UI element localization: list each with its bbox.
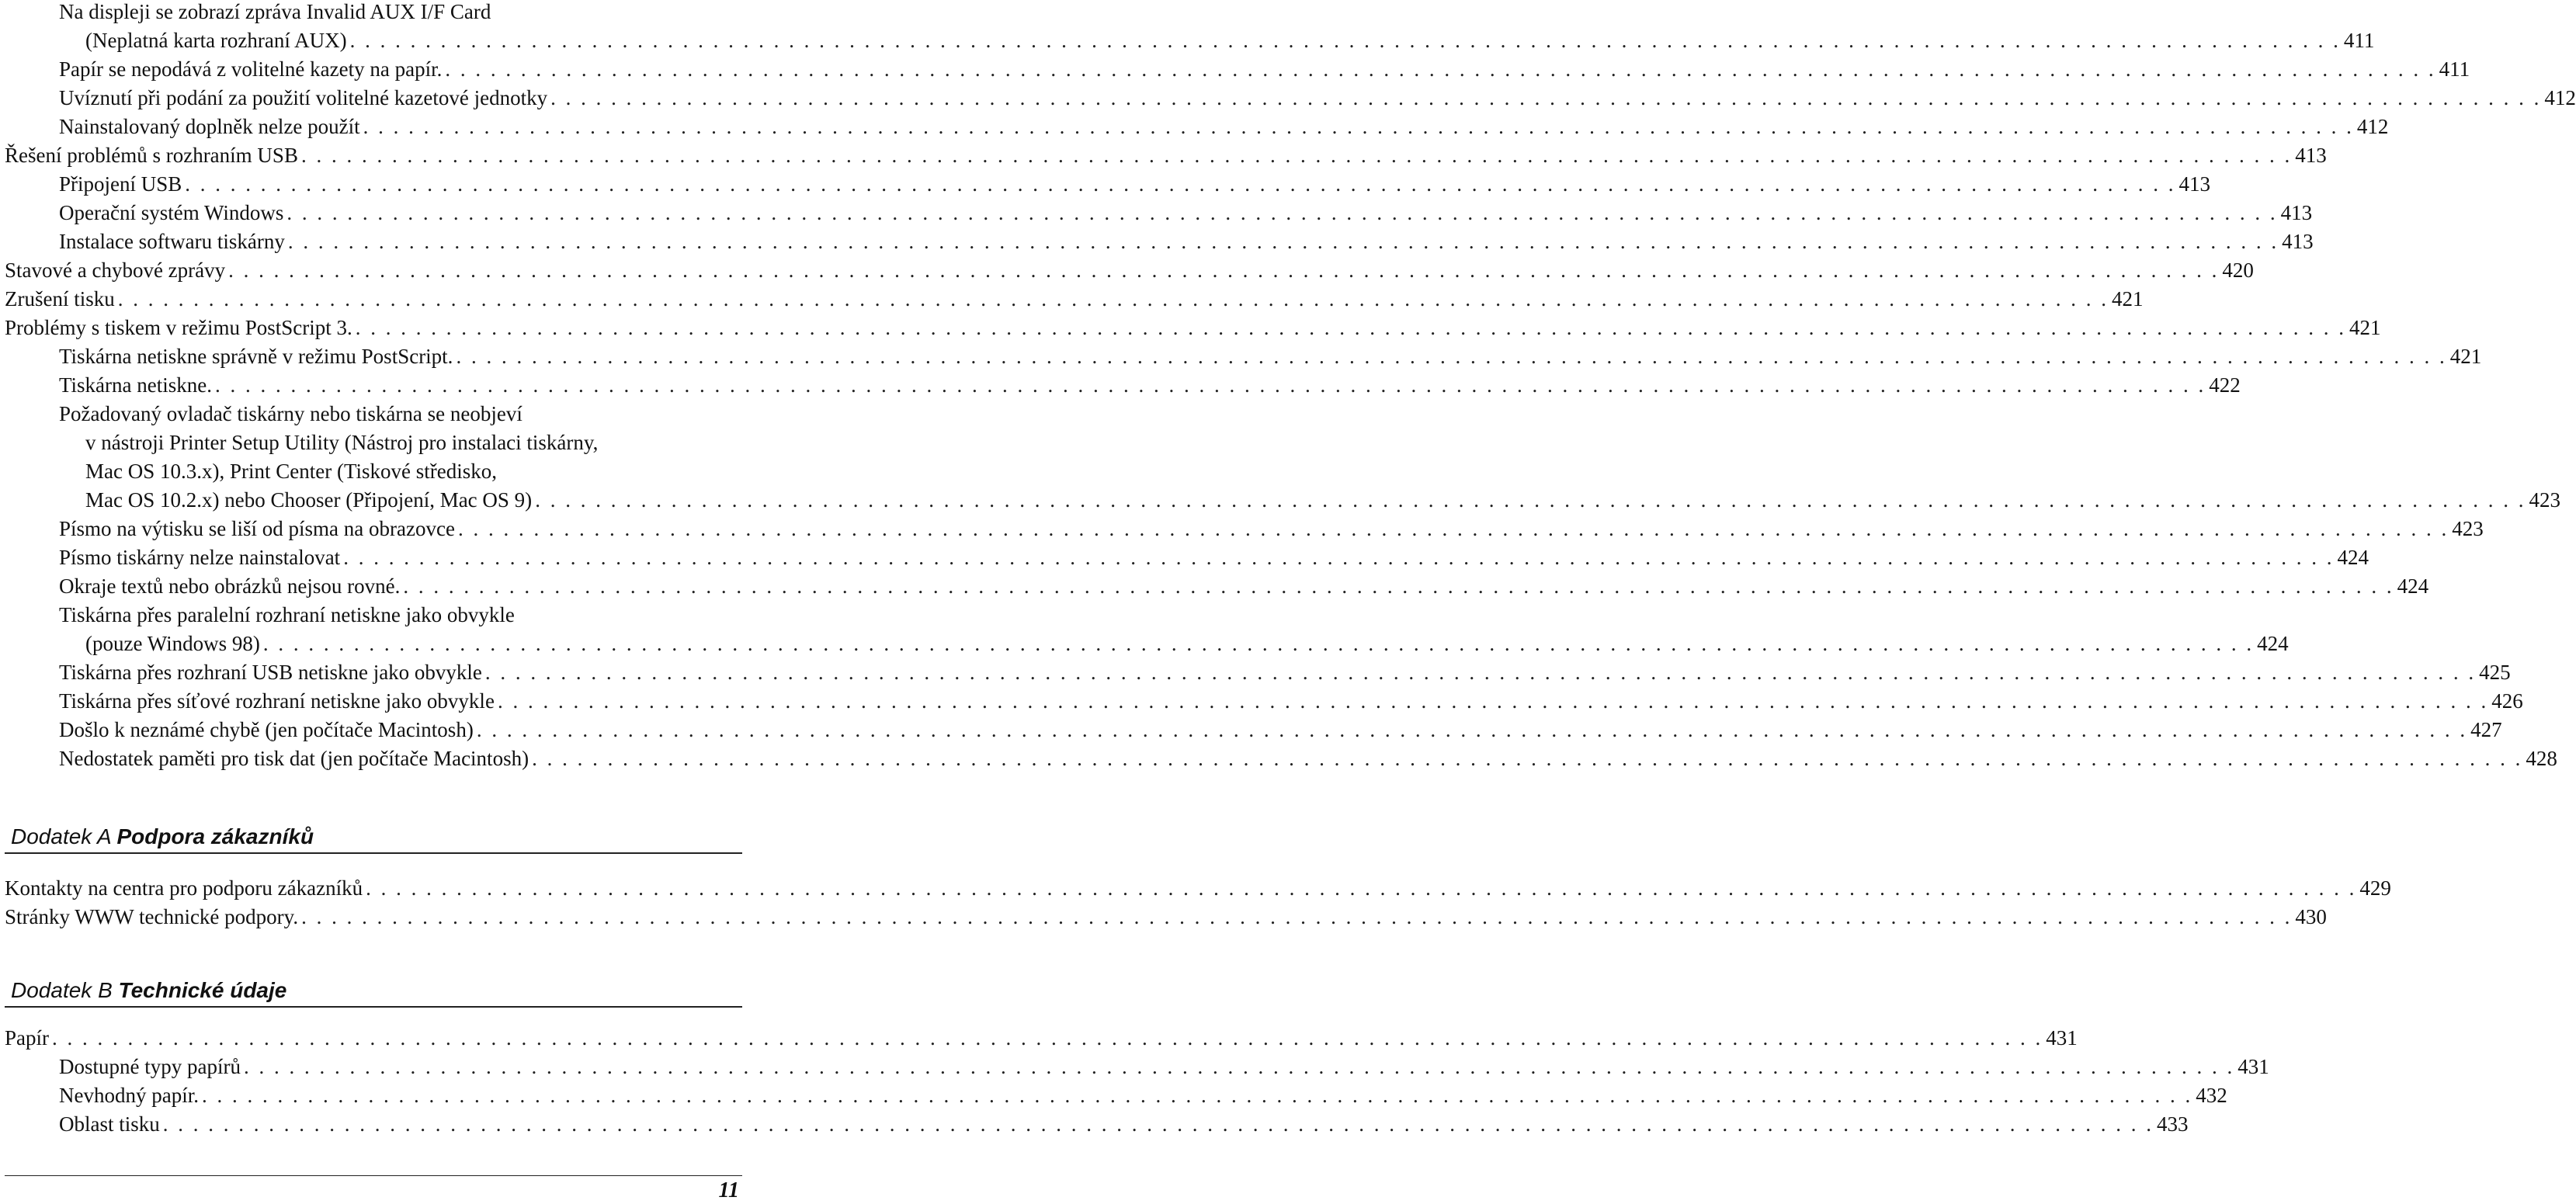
toc-entry-line	[59, 55, 2470, 84]
toc-entry-page: 423	[2529, 488, 2560, 512]
toc-entry-line	[59, 658, 2511, 687]
toc-entry-page: 433	[2157, 1112, 2189, 1136]
dot-leader	[350, 26, 2341, 55]
dot-leader	[458, 515, 2449, 543]
toc-entry-title: Tiskárna přes rozhraní USB netiskne jako obvykle	[59, 661, 482, 684]
toc-entry-line	[59, 687, 2523, 716]
toc-entry[interactable]	[5, 1024, 2078, 1053]
toc-entry-title: Uvíznutí při podání za použití volitelné kazetové jednotky	[59, 86, 548, 109]
toc-entry-title-line: v nástroji Printer Setup Utility (Nástroj pro instalaci tiskárny,	[85, 431, 599, 454]
toc-entry-title: Stránky WWW technické podpory.	[5, 905, 299, 928]
toc-entry[interactable]	[5, 285, 2144, 314]
dot-leader	[366, 874, 2356, 903]
dot-leader	[456, 342, 2446, 371]
appendix-a-label: Dodatek A	[11, 824, 111, 848]
dot-leader	[445, 55, 2435, 84]
dot-leader	[356, 314, 2346, 342]
dot-leader	[263, 630, 2254, 658]
toc-entry[interactable]	[59, 0, 2375, 55]
dot-leader	[118, 285, 2109, 314]
toc-entry[interactable]	[59, 1110, 2189, 1139]
toc-entry-page: 424	[2257, 632, 2289, 655]
dot-leader	[550, 84, 2541, 113]
toc-entry-page: 432	[2196, 1084, 2227, 1107]
toc-entry-title: Papír se nepodává z volitelné kazety na papír.	[59, 57, 443, 81]
toc-entry[interactable]	[59, 744, 2557, 773]
dot-leader	[163, 1110, 2154, 1139]
dot-leader	[477, 716, 2467, 744]
toc-entry-page: 413	[2178, 172, 2211, 196]
toc-entry[interactable]	[59, 227, 2314, 256]
appendix-b-title: Technické údaje	[118, 978, 287, 1002]
toc-entry[interactable]	[5, 903, 2327, 932]
toc-entry-page: 420	[2222, 258, 2254, 282]
toc-entry[interactable]	[59, 84, 2576, 113]
toc-entry-page: 411	[2343, 29, 2375, 52]
toc-entry-line	[5, 1024, 2078, 1053]
toc-entry-page: 424	[2337, 546, 2369, 569]
toc-entry-line	[59, 227, 2314, 256]
toc-entry-page: 413	[2280, 201, 2313, 224]
toc-entry-line	[59, 572, 2429, 601]
toc-entry-page: 421	[2349, 316, 2381, 339]
dot-leader	[535, 486, 2526, 515]
dot-leader	[301, 141, 2292, 170]
toc-entry-title: Písmo na výtisku se liší od písma na obrazovce	[59, 517, 455, 540]
toc-entry-line	[59, 1053, 2269, 1081]
toc-entry-title: Papír	[5, 1026, 49, 1050]
page-number: 11	[718, 1178, 739, 1202]
toc-entry[interactable]	[59, 572, 2429, 601]
toc-entry[interactable]	[59, 687, 2523, 716]
toc-entry-title-line: Tiskárna přes paralelní rozhraní netiskne jako obvykle	[59, 603, 515, 626]
toc-entry-title: Problémy s tiskem v režimu PostScript 3.	[5, 316, 352, 339]
toc-entry[interactable]	[5, 314, 2381, 342]
dot-leader	[286, 199, 2277, 227]
toc-entry-title: Zrušení tisku	[5, 287, 115, 311]
dot-leader	[185, 170, 2175, 199]
toc-entry-line	[59, 543, 2369, 572]
toc-entry[interactable]	[59, 342, 2482, 371]
dot-leader	[288, 227, 2279, 256]
toc-entry-title: Mac OS 10.2.x) nebo Chooser (Připojení, Mac OS 9)	[85, 488, 533, 512]
toc-entry[interactable]	[59, 170, 2211, 199]
dot-leader	[228, 256, 2219, 285]
toc-entry-title: (Neplatná karta rozhraní AUX)	[85, 29, 347, 52]
toc-entry-page: 429	[2359, 876, 2391, 900]
toc-entry-title: Tiskárna přes síťové rozhraní netiskne jako obvykle	[59, 689, 495, 713]
toc-entry-title: Instalace softwaru tiskárny	[59, 230, 285, 253]
toc-entry-title: Nainstalovaný doplněk nelze použít	[59, 115, 360, 138]
toc-entry-line	[59, 342, 2482, 371]
dot-leader	[215, 371, 2206, 400]
toc-entry-title: Operační systém Windows	[59, 201, 284, 224]
toc-entry[interactable]	[59, 543, 2369, 572]
toc-entry[interactable]	[59, 113, 2389, 141]
appendix-a-title: Podpora zákazníků	[116, 824, 314, 848]
toc-entry-page: 425	[2479, 661, 2511, 684]
toc-entry-line	[5, 256, 2254, 285]
toc-entry-title: Nevhodný papír.	[59, 1084, 199, 1107]
toc-entry-line	[59, 486, 2560, 515]
toc-entry-page: 430	[2295, 905, 2327, 928]
toc-entry[interactable]	[59, 199, 2313, 227]
toc-entry-page: 423	[2452, 517, 2484, 540]
toc-entry[interactable]	[5, 256, 2254, 285]
toc-entry-page: 424	[2397, 574, 2429, 598]
toc-entry-page: 426	[2491, 689, 2523, 713]
toc-entry-line	[59, 199, 2313, 227]
dot-leader	[343, 543, 2334, 572]
toc-entry-page: 431	[2238, 1055, 2269, 1078]
dot-leader	[363, 113, 2354, 141]
toc-entry[interactable]	[59, 658, 2511, 687]
toc-entry-page: 413	[2282, 230, 2314, 253]
toc-entry[interactable]	[59, 1053, 2269, 1081]
toc-entry-page: 427	[2470, 718, 2502, 741]
toc-entry-line	[59, 716, 2502, 744]
toc-entry-title: Okraje textů nebo obrázků nejsou rovné.	[59, 574, 401, 598]
dot-leader	[301, 903, 2292, 932]
toc-entry-line	[59, 170, 2211, 199]
appendix-b-heading	[5, 977, 742, 1008]
toc-entry-line	[59, 1081, 2227, 1110]
dot-leader	[498, 687, 2488, 716]
dot-leader	[532, 744, 2522, 773]
toc-entry[interactable]	[59, 716, 2502, 744]
toc-entry-title: Dostupné typy papírů	[59, 1055, 241, 1078]
toc-entry-line	[5, 285, 2144, 314]
toc-entry-title-line: Na displeji se zobrazí zpráva Invalid AUX I/F Card	[59, 0, 491, 23]
toc-entry-page: 431	[2046, 1026, 2078, 1050]
toc-entry-line	[59, 84, 2576, 113]
dot-leader	[52, 1024, 2043, 1053]
toc-entry[interactable]	[59, 515, 2484, 543]
toc-entry-page: 412	[2544, 86, 2576, 109]
toc-entry-line	[5, 314, 2381, 342]
toc-entry-title: Oblast tisku	[59, 1112, 160, 1136]
toc-entry[interactable]	[59, 400, 2560, 515]
toc-entry-title: (pouze Windows 98)	[85, 632, 260, 655]
appendix-b-label: Dodatek B	[11, 978, 113, 1002]
toc-entry-title-line: Mac OS 10.3.x), Print Center (Tiskové středisko,	[85, 460, 497, 483]
toc-entry-line	[5, 874, 2391, 903]
dot-leader	[403, 572, 2394, 601]
toc-entry-title: Nedostatek paměti pro tisk dat (jen počítače Macintosh)	[59, 747, 529, 770]
toc-entry-line	[59, 630, 2289, 658]
toc-entry-line	[59, 113, 2389, 141]
toc-entry-page: 413	[2295, 144, 2327, 167]
toc-entry-page: 411	[2439, 57, 2470, 81]
dot-leader	[485, 658, 2476, 687]
toc-entry-title: Kontakty na centra pro podporu zákazníků	[5, 876, 363, 900]
toc-entry[interactable]	[5, 141, 2327, 170]
toc-entry-line	[59, 744, 2557, 773]
toc-entry-page: 422	[2209, 373, 2241, 397]
toc-entry-title: Stavové a chybové zprávy	[5, 258, 226, 282]
dot-leader	[244, 1053, 2234, 1081]
toc-entry-title: Tiskárna netiskne správně v režimu PostScript.	[59, 345, 453, 368]
toc-entry-line	[59, 1110, 2189, 1139]
toc-entry-title: Řešení problémů s rozhraním USB	[5, 144, 298, 167]
toc-entry-page: 412	[2356, 115, 2389, 138]
toc-entry-line	[59, 371, 2241, 400]
toc-entry-title: Tiskárna netiskne.	[59, 373, 212, 397]
toc-entry[interactable]	[59, 371, 2241, 400]
toc-entry-line	[5, 141, 2327, 170]
toc-entry[interactable]	[59, 601, 2289, 658]
toc-entry[interactable]	[5, 874, 2391, 903]
toc-entry-line	[59, 26, 2375, 55]
toc-entry[interactable]	[59, 55, 2470, 84]
toc-entry-page: 421	[2112, 287, 2144, 311]
toc-entry-title: Došlo k neznámé chybě (jen počítače Macintosh)	[59, 718, 474, 741]
toc-entry[interactable]	[59, 1081, 2227, 1110]
appendix-a-heading	[5, 823, 742, 854]
dot-leader	[202, 1081, 2192, 1110]
toc-entry-page: 428	[2526, 747, 2557, 770]
toc-entry-title-line: Požadovaný ovladač tiskárny nebo tiskárna se neobjeví	[59, 402, 522, 425]
toc-entry-title: Písmo tiskárny nelze nainstalovat	[59, 546, 341, 569]
toc-entry-line	[59, 515, 2484, 543]
toc-entry-title: Připojení USB	[59, 172, 182, 196]
toc-entry-page: 421	[2449, 345, 2482, 368]
toc-entry-line	[5, 903, 2327, 932]
footer-rule	[5, 1175, 742, 1176]
